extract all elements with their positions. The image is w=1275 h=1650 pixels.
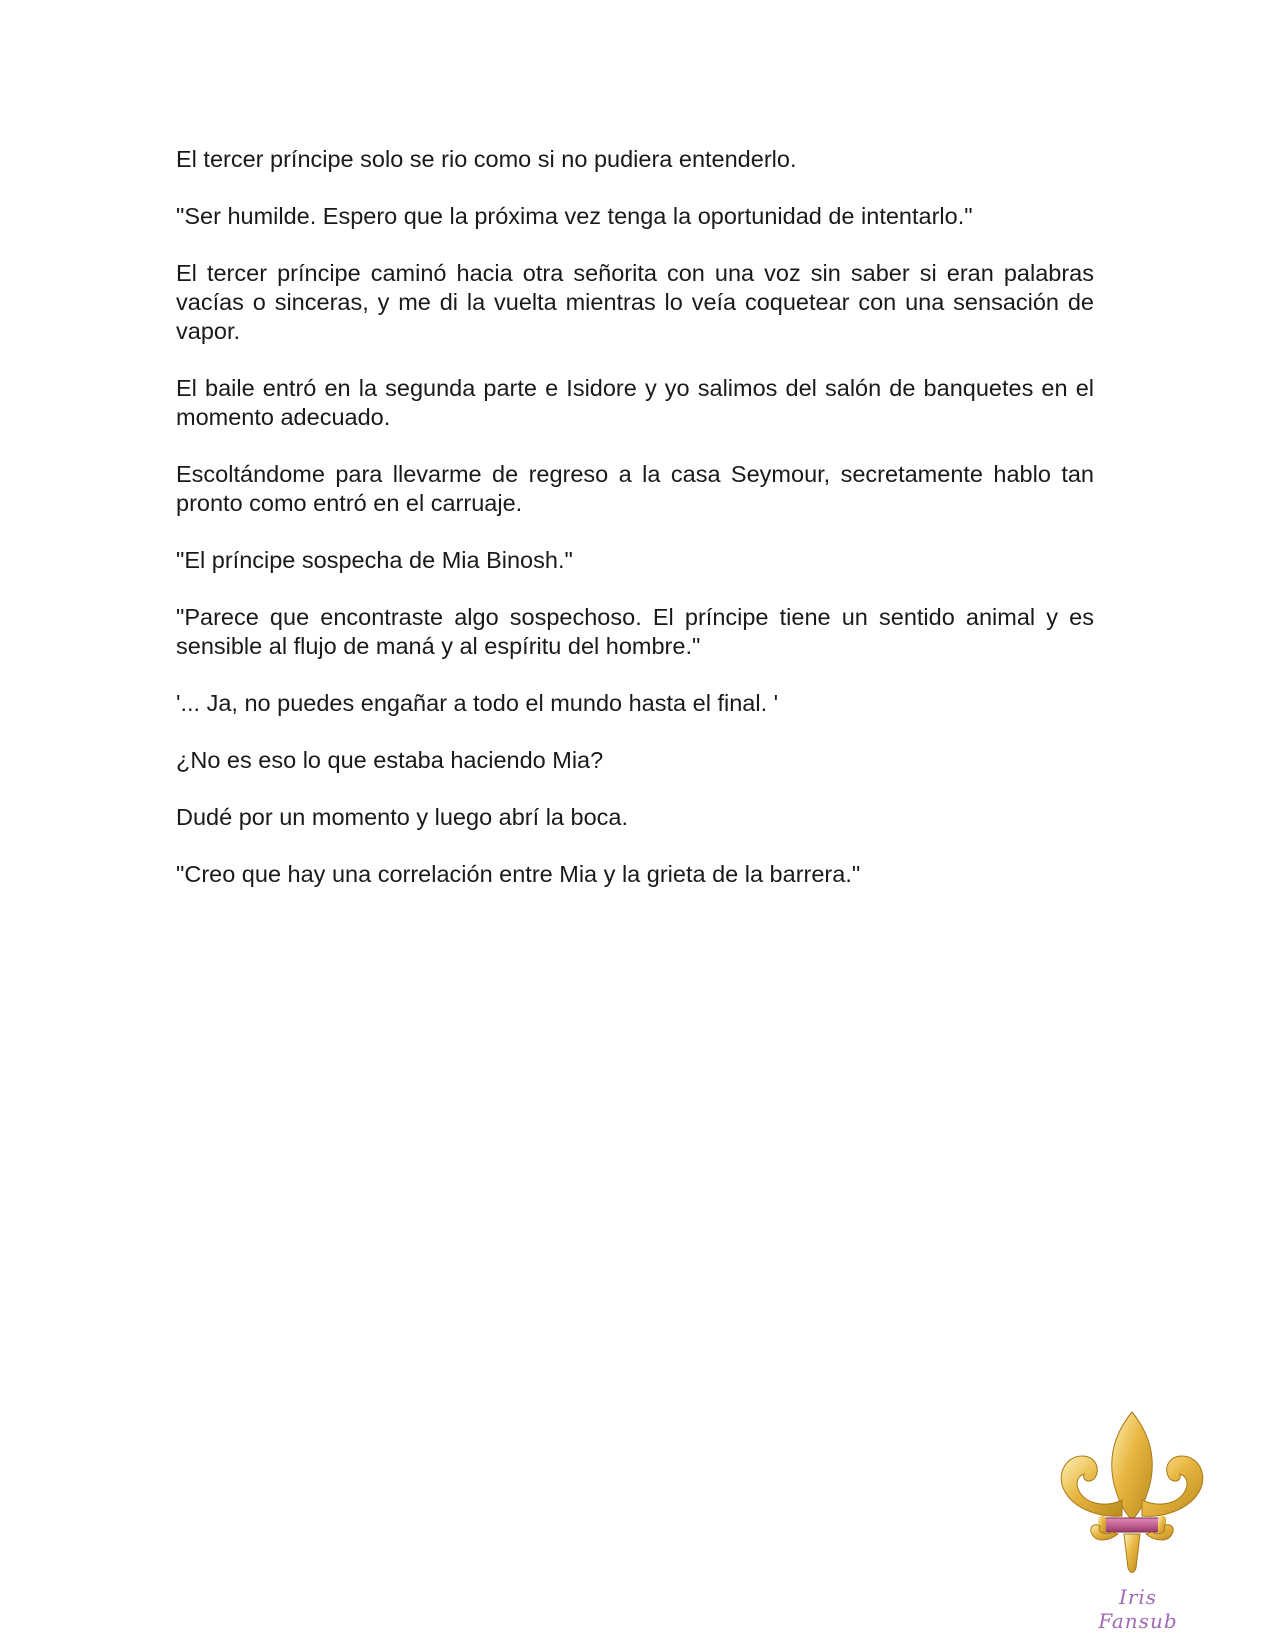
paragraph-3: El tercer príncipe caminó hacia otra señorita con una voz sin saber si eran palabras vacías o sinceras, y me di la vuelta mientras lo veía coquetear con una sensación de vapor. [176,260,1094,344]
fleur-de-lis-icon [1052,1408,1212,1608]
paragraph-5: Escoltándome para llevarme de regreso a la casa Seymour, secretamente hablo tan pronto como entró en el carruaje. [176,461,1094,516]
watermark-text: Iris Fansub [1098,1585,1178,1633]
paragraph-9: ¿No es eso lo que estaba haciendo Mia? [176,747,604,773]
paragraph-6: "El príncipe sospecha de Mia Binosh." [176,547,573,573]
paragraph-4: El baile entró en la segunda parte e Isidore y yo salimos del salón de banquetes en el momento adecuado. [176,375,1094,430]
paragraph-2: "Ser humilde. Espero que la próxima vez tenga la oportunidad de intentarlo." [176,203,973,229]
paragraph-11: "Creo que hay una correlación entre Mia y la grieta de la barrera." [176,861,861,887]
paragraph-1: El tercer príncipe solo se rio como si no pudiera entenderlo. [176,146,797,172]
paragraph-7: "Parece que encontraste algo sospechoso. El príncipe tiene un sentido animal y es sensible al flujo de maná y al espíritu del hombre." [176,604,1094,659]
paragraph-8: '... Ja, no puedes engañar a todo el mundo hasta el final. ' [176,690,779,716]
document-body [176,145,1094,917]
paragraph-10: Dudé por un momento y luego abrí la boca. [176,804,628,830]
